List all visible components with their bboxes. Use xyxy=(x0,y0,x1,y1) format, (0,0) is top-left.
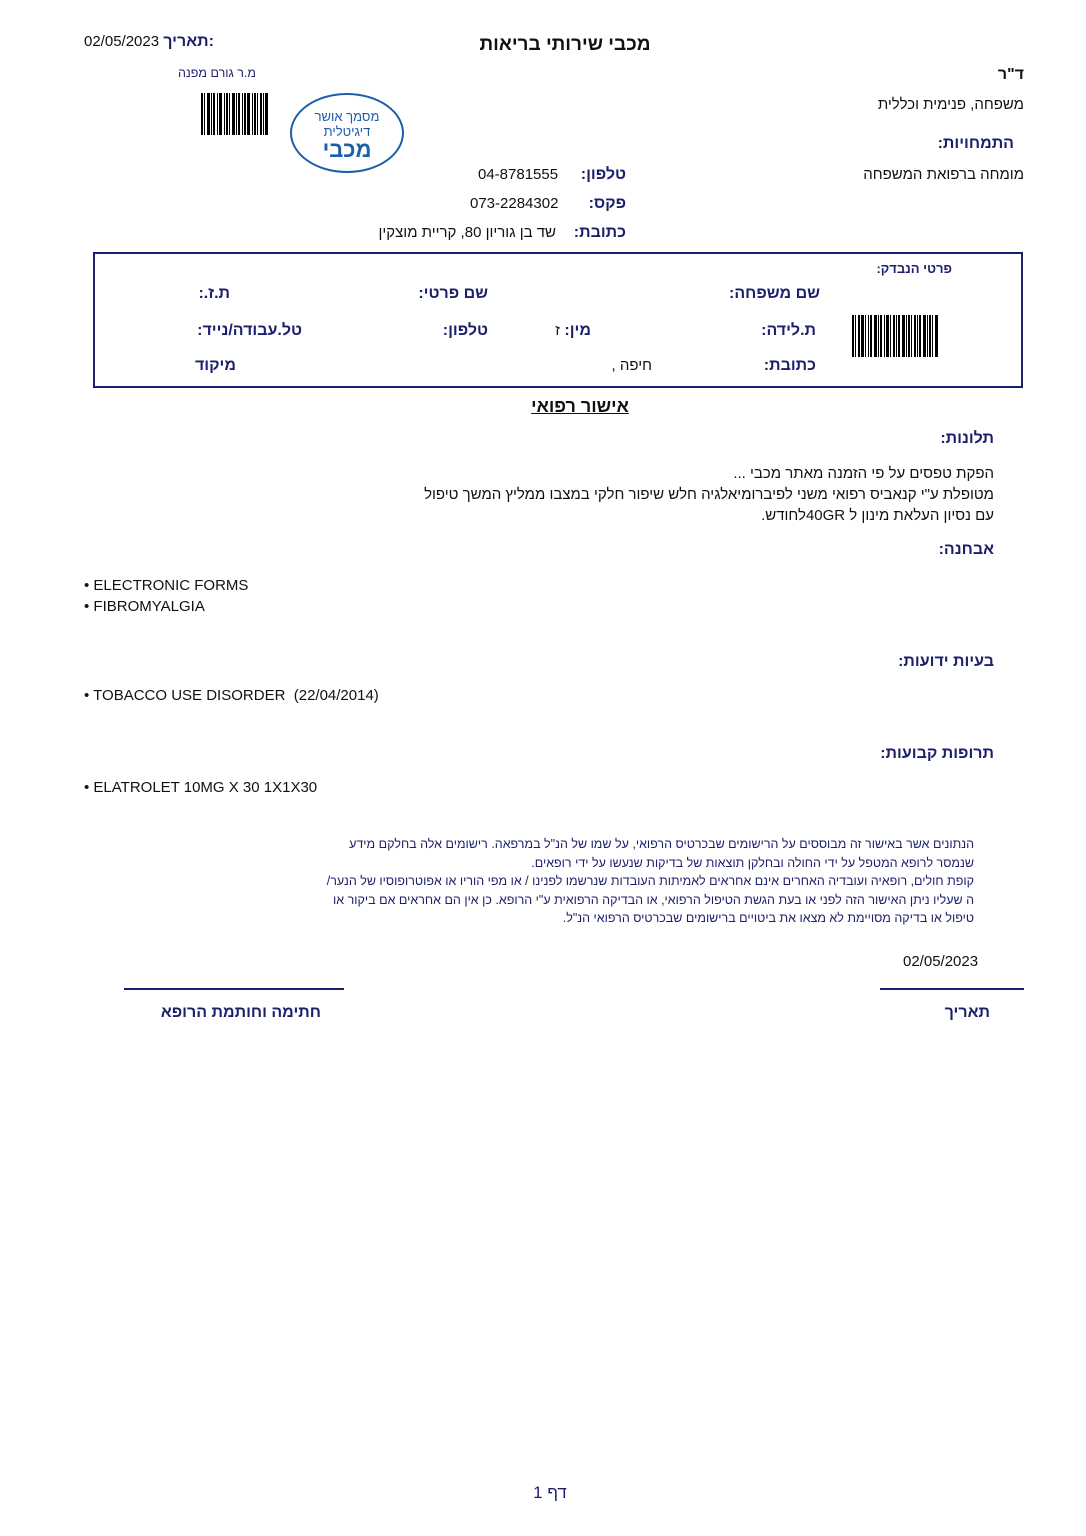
stamp-brand-logo: מכבי xyxy=(322,137,372,162)
header-date-label: תאריך: xyxy=(163,33,214,50)
patient-birth-label: ת.לידה: xyxy=(761,322,816,339)
phone-value: 04-8781555 xyxy=(478,166,559,183)
regular-med-item: • ELATROLET 10MG X 30 1X1X30 xyxy=(84,779,318,796)
digital-approval-stamp xyxy=(290,93,404,173)
disclaimer-line: הנתונים אשר באישור זה מבוססים על הרישומים שבכרטיס הרפואי, על שמו של הנ"ל במרפאה. רישומים אלה בחלקם מידע xyxy=(349,837,974,851)
known-problems-label: בעיות ידועות: xyxy=(898,653,994,670)
doctor-title: ד"ר xyxy=(997,66,1024,83)
patient-phone-label: טלפון: xyxy=(442,322,488,339)
date-signature-line xyxy=(880,988,1024,990)
doctor-fields: משפחה, פנימית וכללית xyxy=(877,96,1024,113)
disclaimer-line: שנמסר לרופא המטפל על ידי החולה ובחלקן תוצאות של בדיקות שנעשו על ידי רופאים. xyxy=(531,855,974,870)
diagnosis-label: אבחנה: xyxy=(938,541,994,558)
patient-gender xyxy=(555,322,591,340)
complaints-line: הפקת טפסים על פי הזמנה מאתר מכבי ... xyxy=(733,465,994,482)
complaints-line: עם נסיון העלאת מינון ל 40GRלחודש. xyxy=(761,507,994,524)
patient-last-name-label: שם משפחה: xyxy=(729,285,820,302)
complaints-label: תלונות: xyxy=(940,430,994,447)
known-problem-item: • TOBACCO USE DISORDER (22/04/2014) xyxy=(84,687,379,704)
diagnosis-item: • FIBROMYALGIA xyxy=(84,598,205,615)
doctor-sign-label: חתימה וחותמת הרופא xyxy=(160,1004,321,1021)
signature-date-label: תאריך xyxy=(944,1004,990,1021)
patient-section-label: פרטי הנבדק: xyxy=(876,261,952,276)
patient-gender-value: ז xyxy=(555,322,560,339)
diagnosis-list xyxy=(84,575,248,617)
patient-address-value: חיפה , xyxy=(611,357,652,374)
document-title: אישור רפואי xyxy=(531,396,629,416)
org-title: מכבי שירותי בריאות xyxy=(479,34,651,55)
referrer-barcode xyxy=(201,93,268,135)
specialties-label: התמחויות: xyxy=(937,135,1014,152)
diagnosis-item: • ELECTRONIC FORMS xyxy=(84,577,249,594)
header-date xyxy=(84,33,214,51)
patient-first-name-label: שם פרטי: xyxy=(418,285,488,302)
patient-work-mobile-label: טל.עבודה/נייד: xyxy=(197,322,302,339)
phone-label: טלפון: xyxy=(580,166,626,183)
page-number: דף 1 xyxy=(533,1483,567,1502)
header-date-value: 02/05/2023 xyxy=(84,33,160,50)
address-value: שד בן גוריון 80, קריית מוצקין xyxy=(378,224,556,241)
fax-label: פקס: xyxy=(588,195,626,212)
disclaimer-line: טיפול או בדיקה מסויימת לא מצאו את ביטויים ברישומים שבכרטיס הרפואי הנ"ל. xyxy=(562,911,974,925)
stamp-line2: דיגיטלית xyxy=(323,124,371,139)
doctor-signature-line xyxy=(124,988,344,990)
patient-barcode xyxy=(852,315,938,357)
patient-gender-label: מין: xyxy=(564,322,591,339)
signature-date-value: 02/05/2023 xyxy=(903,953,979,970)
disclaimer-text xyxy=(254,835,974,928)
disclaimer-line: ה שעליו ניתן האישור הזה לפני או בעת הגשת הטיפול הרפואי, או הבדיקה הרפואית ע"י הרופא. כן אין הם אחראים אם ביקור או xyxy=(333,892,974,907)
regular-meds-label: תרופות קבועות: xyxy=(880,745,994,762)
complaints-text xyxy=(424,463,994,526)
disclaimer-line: קופת חולים, רופאיה ועובדיה האחרים אינם אחראים לאמיתות העובדות שנרשמו לפנינו / או מפי הוריו או אפוטרופוסיו של הנער/ xyxy=(326,874,974,888)
address-label: כתובת: xyxy=(573,224,626,241)
referrer-label: מ.ר גורם מפנה xyxy=(178,66,256,80)
patient-id-label: ת.ז.: xyxy=(198,285,230,302)
complaints-line: מטופלת ע"י קנאביס רפואי משני לפיברומיאלגיה חלש שיפור חלקי במצבו ממליץ המשך טיפול xyxy=(424,486,994,503)
patient-zip-label: מיקוד xyxy=(194,357,236,374)
fax-value: 073-2284302 xyxy=(470,195,559,212)
stamp-line1: מסמך אושר xyxy=(314,109,380,124)
specialty-value: מומחה ברפואת המשפחה xyxy=(863,166,1024,183)
patient-address-label: כתובת: xyxy=(763,357,816,374)
